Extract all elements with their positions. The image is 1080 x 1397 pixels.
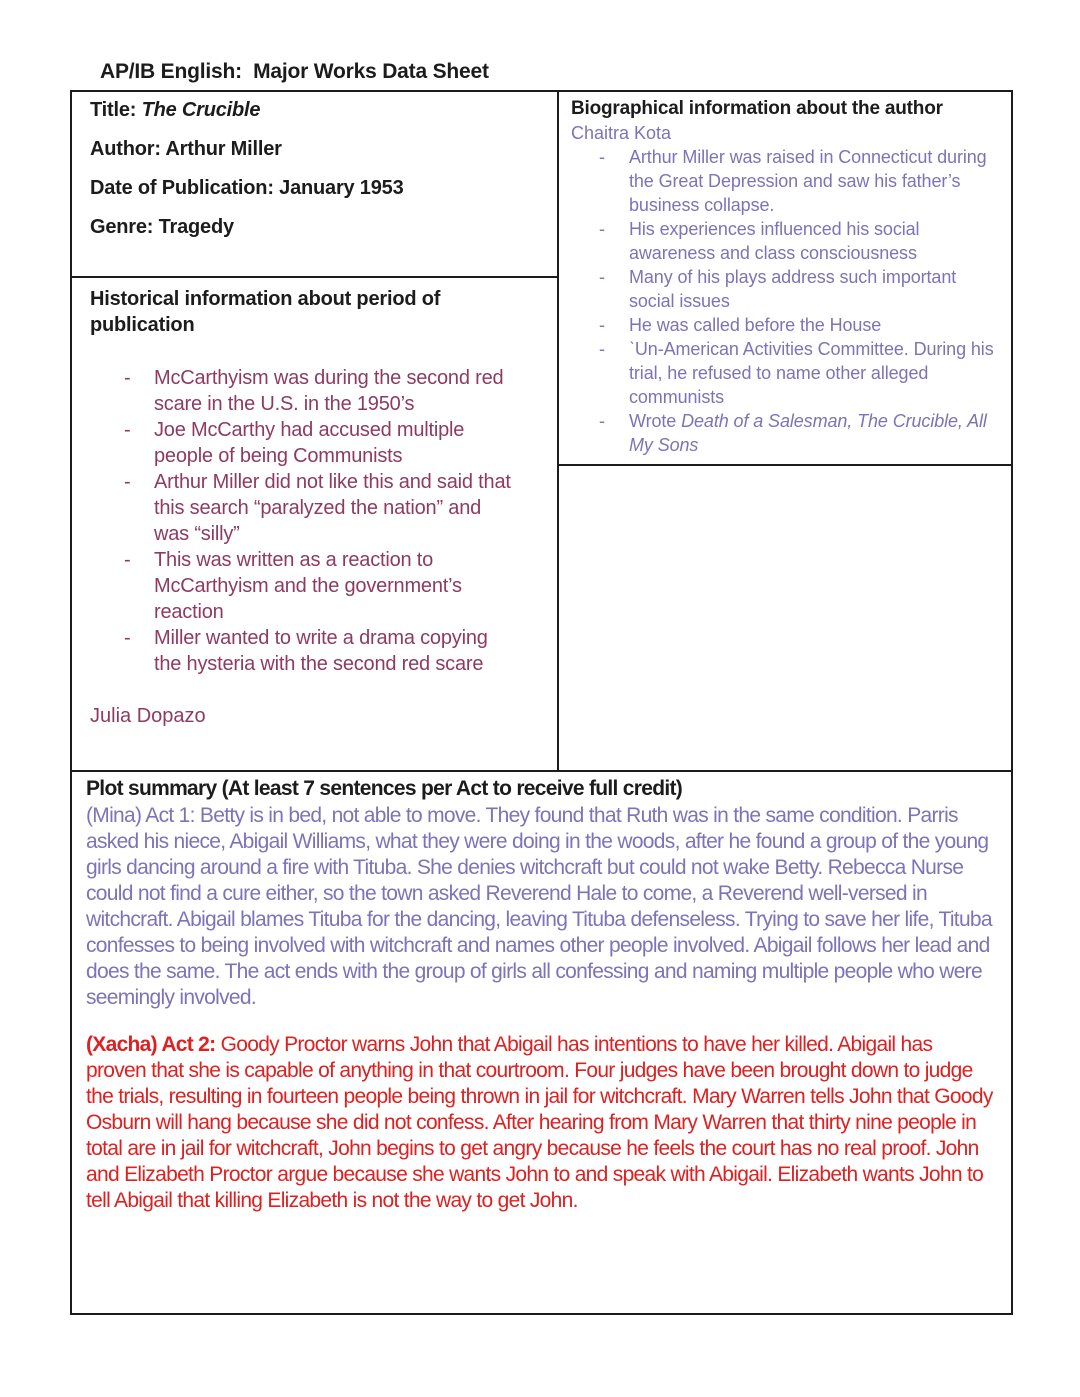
dash-bullet-marker: -	[124, 367, 131, 389]
title-field	[90, 98, 541, 122]
act1-summary: (Mina) Act 1: Betty is in bed, not able to move. They found that Ruth was in the same condition. Parris asked his niece, Abigail Williams, what they were doing in the woods, after he found a group of the young girls dancing around a fire with Tituba. She denies witchcraft but could not wake Betty. Rebecca Nurse could not find a cure either, so the town asked Reverend Hale to come, a Reverend well-versed in witchcraft. Abigail blames Tituba for the dancing, leaving Tituba defenseless. Trying to save her life, Tituba confesses to being involved with witchcraft and names other people involved. Abigail follows her lead and does the same. The act ends with the group of girls all confessing and naming multiple people who were seemingly involved.	[86, 804, 992, 1009]
works-written-titles: Death of a Salesman, The Crucible, All My Sons	[629, 411, 987, 455]
list-item: - Many of his plays address such important social issues	[599, 267, 957, 311]
act2-summary	[86, 1032, 997, 1214]
empty-cell	[559, 466, 1011, 770]
list-item: - Joe McCarthy had accused multiple people of being Communists	[124, 419, 465, 467]
list-item: - McCarthyism was during the second red scare in the U.S. in the 1950’s	[124, 367, 504, 415]
title-value: The Crucible	[141, 99, 261, 121]
dash-bullet-marker: -	[124, 471, 131, 493]
student-name-historical: Julia Dopazo	[90, 705, 206, 727]
left-column	[72, 92, 557, 770]
list-item: - Arthur Miller did not like this and said that this search “paralyzed the nation” and was “silly”	[124, 471, 511, 545]
dash-bullet-marker: -	[599, 339, 605, 359]
dash-bullet-marker: -	[124, 627, 131, 649]
author-field: Author: Arthur Miller	[90, 138, 282, 160]
data-sheet-table	[70, 90, 1013, 1315]
plot-summary-heading: Plot summary (At least 7 sentences per Act to receive full credit)	[86, 777, 683, 800]
historical-bullet-list	[90, 365, 541, 677]
act2-label: (Xacha) Act 2:	[86, 1033, 216, 1056]
bio-heading: Biographical information about the author	[571, 98, 943, 119]
list-item: - He was called before the House	[599, 315, 882, 335]
page-title: AP/IB English: Major Works Data Sheet	[100, 60, 489, 83]
dash-bullet-marker: -	[124, 549, 131, 571]
list-item: - This was written as a reaction to McCarthyism and the government’s reaction	[124, 549, 462, 623]
historical-heading: Historical information about period of publication	[90, 288, 441, 336]
publication-date-field: Date of Publication: January 1953	[90, 177, 404, 199]
dash-bullet-marker: -	[599, 147, 605, 167]
list-item: - Arthur Miller was raised in Connecticut during the Great Depression and saw his father’s business collapse.	[599, 147, 987, 215]
dash-bullet-marker: -	[599, 315, 605, 335]
dash-bullet-marker: -	[599, 267, 605, 287]
dash-bullet-marker: -	[124, 419, 131, 441]
bio-bullet-list	[571, 145, 1001, 457]
act2-text: Goody Proctor warns John that Abigail has intentions to have her killed. Abigail has proven that she is capable of anything in that courtroom. Four judges have been brought down to judge the trials, resulting in fourteen people being thrown in jail for witchcraft. Mary Warren tells John that Goody Osburn will hang because she did not confess. After hearing from Mary Warren that thirty nine people in total are in jail for witchcraft, John begins to get angry because he feels the court has no real proof. John and Elizabeth Proctor argue because she wants John to and speak with Abigail. Elizabeth wants John to tell Abigail that killing Elizabeth is not the way to get John.	[86, 1033, 993, 1212]
genre-field: Genre: Tragedy	[90, 216, 234, 238]
list-item: - Miller wanted to write a drama copying the hysteria with the second red scare	[124, 627, 488, 675]
list-item: - His experiences influenced his social awareness and class consciousness	[599, 219, 920, 263]
dash-bullet-marker: -	[599, 411, 605, 431]
title-label: Title:	[90, 99, 142, 121]
right-column	[557, 92, 1011, 770]
student-name-bio: Chaitra Kota	[571, 123, 672, 143]
bio-info-cell	[559, 92, 1011, 466]
historical-info-cell	[72, 278, 557, 770]
dash-bullet-marker: -	[599, 219, 605, 239]
list-item	[571, 409, 1001, 457]
table-top-area	[72, 92, 1011, 770]
works-written-lead: Wrote	[629, 411, 682, 431]
list-item: - ˋUn-American Activities Committee. During his trial, he refused to name other alleged communists	[599, 339, 994, 407]
plot-summary-cell	[72, 770, 1011, 1313]
work-info-cell	[72, 92, 557, 278]
